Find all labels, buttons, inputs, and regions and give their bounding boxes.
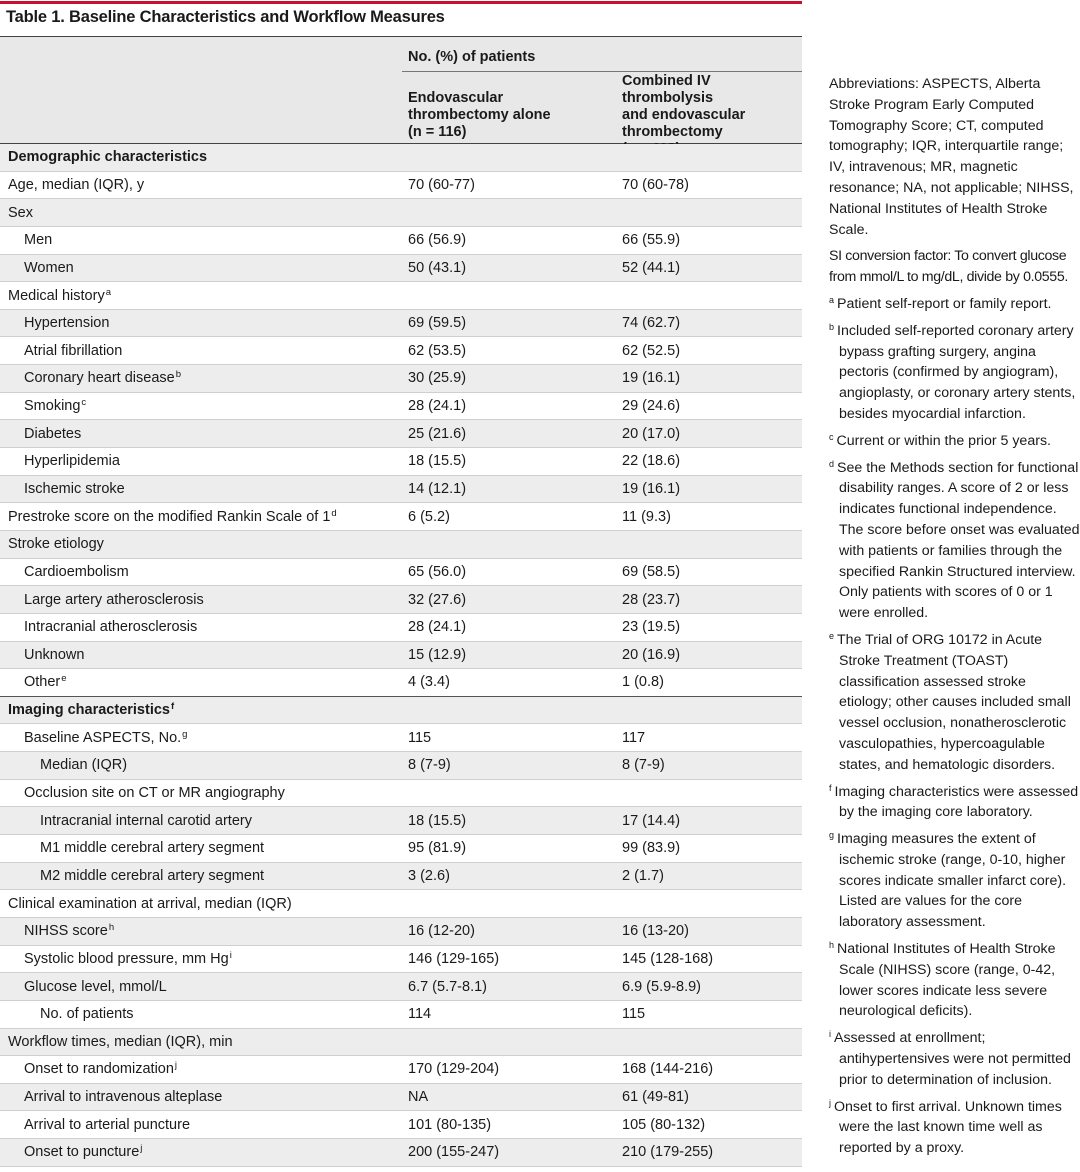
row-label-text: Age, median (IQR), y <box>8 176 145 193</box>
table-notes <box>829 74 1080 1165</box>
cell-endovascular: 95 (81.9) <box>408 840 467 857</box>
cell-combined: 19 (16.1) <box>622 481 681 497</box>
column-header-endovascular-line: Endovascular <box>408 90 504 106</box>
table-row <box>0 863 802 891</box>
footnote <box>829 1028 1080 1090</box>
row-label <box>24 730 187 746</box>
row-label <box>24 674 67 690</box>
table-row <box>0 199 802 227</box>
footnote-mark: g <box>829 830 835 841</box>
row-label-text: Arrival to arterial puncture <box>24 1116 191 1133</box>
cell-endovascular: 50 (43.1) <box>408 259 467 276</box>
footnote-marker: h <box>108 922 115 934</box>
row-label <box>24 1144 142 1160</box>
row-label-text: Men <box>24 232 53 249</box>
table-row <box>0 255 802 283</box>
cell-endovascular: 28 (24.1) <box>408 398 467 415</box>
cell-endovascular: 28 (24.1) <box>408 619 467 636</box>
row-label <box>8 702 174 718</box>
footnote-marker: i <box>229 949 232 961</box>
cell-combined: 6.9 (5.9-8.9) <box>622 978 701 995</box>
table-row <box>0 1084 802 1112</box>
row-label <box>24 398 86 414</box>
cell-endovascular: 18 (15.5) <box>408 812 467 829</box>
cell-combined: 29 (24.6) <box>622 398 681 415</box>
table-body <box>0 144 802 1167</box>
row-label <box>24 260 74 276</box>
footnote-marker: e <box>61 673 67 685</box>
cell-combined: 22 (18.6) <box>622 453 681 470</box>
row-label <box>8 177 144 193</box>
cell-combined: 115 <box>622 1006 646 1023</box>
row-label <box>40 813 252 829</box>
cell-endovascular: 146 (129-165) <box>408 950 500 967</box>
cell-endovascular: 69 (59.5) <box>408 315 467 332</box>
footnote-text: Current or within the prior 5 years. <box>836 432 1051 449</box>
row-label <box>24 979 167 995</box>
row-label-text: Stroke etiology <box>8 536 104 553</box>
cell-endovascular: 25 (21.6) <box>408 425 467 442</box>
cell-combined: 1 (0.8) <box>622 674 664 691</box>
row-label-text: Diabetes <box>24 425 82 442</box>
footnote-mark: i <box>829 1029 831 1040</box>
row-label <box>8 205 33 221</box>
cell-combined: 20 (17.0) <box>622 425 681 442</box>
row-label <box>24 1089 222 1105</box>
table-row <box>0 282 802 310</box>
cell-combined: 117 <box>622 729 646 746</box>
footnote-list <box>829 294 1080 1159</box>
cell-combined: 19 (16.1) <box>622 370 681 387</box>
row-label-text: No. of patients <box>40 1006 134 1023</box>
row-label <box>8 149 207 165</box>
row-label-text: Cardioembolism <box>24 563 129 580</box>
table-row <box>0 586 802 614</box>
cell-endovascular: 101 (80-135) <box>408 1116 492 1133</box>
footnote-text: National Institutes of Health Stroke Scale (NIHSS) score (range, 0-42, lower scores indicate less severe neurological deficits). <box>837 941 1056 1020</box>
cell-endovascular: 16 (12-20) <box>408 923 475 940</box>
table-row <box>0 1111 802 1139</box>
cell-combined: 210 (179-255) <box>622 1144 714 1161</box>
row-label-text: Clinical examination at arrival, median (IQR) <box>8 895 292 912</box>
footnote <box>829 630 1080 776</box>
table-row <box>0 1029 802 1057</box>
row-label <box>24 426 81 442</box>
table-row <box>0 531 802 559</box>
row-label-text: Hypertension <box>24 315 110 332</box>
table-row <box>0 918 802 946</box>
footnote-mark: b <box>829 321 835 332</box>
cell-endovascular: 65 (56.0) <box>408 563 467 580</box>
table-row <box>0 669 802 697</box>
footnote-marker: c <box>81 397 87 409</box>
cell-combined: 69 (58.5) <box>622 563 681 580</box>
table-row <box>0 752 802 780</box>
table-row <box>0 697 802 725</box>
footnote <box>829 1097 1080 1159</box>
table-row <box>0 835 802 863</box>
column-group-rule <box>402 71 802 72</box>
table-row <box>0 559 802 587</box>
row-label <box>24 951 232 967</box>
column-header-combined-line: and endovascular <box>622 107 746 123</box>
cell-combined: 61 (49-81) <box>622 1089 689 1106</box>
table-row <box>0 780 802 808</box>
row-label-text: Unknown <box>24 646 85 663</box>
cell-endovascular: 170 (129-204) <box>408 1061 500 1078</box>
row-label-text: Occlusion site on CT or MR angiography <box>24 785 285 802</box>
footnote <box>829 431 1080 452</box>
cell-combined: 52 (44.1) <box>622 259 681 276</box>
table-row <box>0 807 802 835</box>
cell-endovascular: 70 (60-77) <box>408 176 475 193</box>
row-label-text: Sex <box>8 204 33 221</box>
cell-combined: 23 (19.5) <box>622 619 681 636</box>
table-row <box>0 1139 802 1167</box>
table-row <box>0 503 802 531</box>
table-row <box>0 365 802 393</box>
footnote <box>829 782 1080 824</box>
row-label-text: Systolic blood pressure, mm Hg <box>24 950 229 967</box>
table-row <box>0 1001 802 1029</box>
row-label <box>24 1117 190 1133</box>
row-label-text: Arrival to intravenous alteplase <box>24 1089 223 1106</box>
row-label <box>24 619 197 635</box>
footnote-text: Assessed at enrollment; antihypertensives were not permitted prior to determination of inclusion. <box>834 1030 1071 1088</box>
table-row <box>0 172 802 200</box>
table-row <box>0 614 802 642</box>
footnote-mark: f <box>829 782 832 793</box>
cell-endovascular: 8 (7-9) <box>408 757 451 774</box>
row-label-text: Imaging characteristics <box>8 702 170 719</box>
row-label-text: Other <box>24 674 61 691</box>
row-label <box>40 757 127 773</box>
row-label <box>24 481 125 497</box>
cell-endovascular: 14 (12.1) <box>408 481 467 497</box>
footnote-mark: d <box>829 458 835 469</box>
row-label <box>24 315 109 331</box>
row-label <box>8 288 111 304</box>
cell-endovascular: 62 (53.5) <box>408 342 467 359</box>
footnote-mark: a <box>829 294 835 305</box>
abbreviations-note: Abbreviations: ASPECTS, Alberta Stroke Program Early Computed Tomography Score; CT, computed tomography; IQR, interquartile range; IV, intravenous; MR, magnetic resonance; NA, not applicable; NIHSS, National Institutes of Health Stroke Scale. <box>829 76 1074 238</box>
row-label <box>24 923 114 939</box>
row-label-text: Women <box>24 259 74 276</box>
row-label <box>40 868 264 884</box>
row-label-text: Onset to puncture <box>24 1144 140 1161</box>
table-title: Table 1. Baseline Characteristics and Workflow Measures <box>6 8 445 26</box>
row-label-text: Hyperlipidemia <box>24 453 120 470</box>
footnote-text: See the Methods section for functional disability ranges. A score of 2 or less indicates functional independence. The score before onset was evaluated with patients or families through the specified Rankin Structured interview. Only patients with scores of 0 or 1 were enrolled. <box>837 459 1080 622</box>
cell-combined: 70 (60-78) <box>622 176 689 193</box>
baseline-table <box>0 36 802 1167</box>
column-header-endovascular-line: (n = 116) <box>408 124 467 140</box>
row-label <box>8 509 337 525</box>
footnote-marker: d <box>331 507 337 519</box>
row-label <box>24 370 181 386</box>
row-label-text: Intracranial atherosclerosis <box>24 619 198 636</box>
row-label-text: Coronary heart disease <box>24 370 175 387</box>
cell-endovascular: 30 (25.9) <box>408 370 467 387</box>
cell-combined: 16 (13-20) <box>622 923 689 940</box>
cell-combined: 105 (80-132) <box>622 1116 706 1133</box>
footnote-marker: b <box>175 369 182 381</box>
footnote-mark: c <box>829 431 834 442</box>
row-label <box>24 592 204 608</box>
cell-combined: 62 (52.5) <box>622 342 681 359</box>
title-accent-rule <box>0 1 802 4</box>
cell-combined: 8 (7-9) <box>622 757 665 774</box>
row-label-text: M2 middle cerebral artery segment <box>40 867 265 884</box>
si-conversion-note: SI conversion factor: To convert glucose from mmol/L to mg/dL, divide by 0.0555. <box>829 248 1068 286</box>
table-row <box>0 448 802 476</box>
footnote-text: Patient self-report or family report. <box>837 295 1052 312</box>
table-row <box>0 973 802 1001</box>
cell-endovascular: 3 (2.6) <box>408 867 450 884</box>
cell-combined: 2 (1.7) <box>622 867 664 884</box>
column-header-combined-line: Combined IV thrombolysis <box>622 73 714 106</box>
row-label-text: Prestroke score on the modified Rankin Scale of 1 <box>8 508 331 525</box>
footnote-text: Imaging characteristics were assessed by the imaging core laboratory. <box>834 783 1079 821</box>
table-row <box>0 946 802 974</box>
row-label-text: M1 middle cerebral artery segment <box>40 840 265 857</box>
row-label <box>8 896 292 912</box>
cell-endovascular: 32 (27.6) <box>408 591 467 608</box>
table-row <box>0 890 802 918</box>
cell-combined: 11 (9.3) <box>622 508 671 525</box>
table-row <box>0 393 802 421</box>
cell-combined: 168 (144-216) <box>622 1061 714 1078</box>
row-label <box>24 232 52 248</box>
table-row <box>0 642 802 670</box>
cell-endovascular: NA <box>408 1089 429 1106</box>
table-row <box>0 227 802 255</box>
footnote-text: Imaging measures the extent of ischemic stroke (range, 0-10, higher scores indicate smaller infarct core). Listed are values for the core laboratory assessment. <box>837 831 1067 931</box>
table-row <box>0 144 802 172</box>
table-row <box>0 724 802 752</box>
table-row <box>0 1056 802 1084</box>
row-label-text: Medical history <box>8 287 105 304</box>
footnote-marker: g <box>182 728 188 740</box>
footnote-text: Onset to first arrival. Unknown times were the last known time well as reported by a proxy. <box>834 1098 1062 1157</box>
cell-combined: 17 (14.4) <box>622 812 681 829</box>
footnote-marker: j <box>140 1143 143 1155</box>
footnote-text: Included self-reported coronary artery bypass grafting surgery, angina pectoris (confirmed by angiogram), angioplasty, or coronary artery stents, besides myocardial infarction. <box>837 322 1076 422</box>
table-row <box>0 310 802 338</box>
row-label-text: Ischemic stroke <box>24 481 125 497</box>
footnote <box>829 458 1080 624</box>
column-group-header: No. (%) of patients <box>408 49 536 65</box>
cell-endovascular: 15 (12.9) <box>408 646 467 663</box>
row-label <box>8 1034 233 1050</box>
footnote <box>829 939 1080 1022</box>
footnote <box>829 294 1080 315</box>
row-label-text: Smoking <box>24 398 81 415</box>
table-header <box>0 36 802 144</box>
column-header-endovascular-line: thrombectomy alone <box>408 107 551 123</box>
footnote-mark: h <box>829 940 835 951</box>
cell-endovascular: 66 (56.9) <box>408 232 467 249</box>
cell-endovascular: 6 (5.2) <box>408 508 450 525</box>
row-label-text: Large artery atherosclerosis <box>24 591 204 608</box>
row-label-text: Atrial fibrillation <box>24 342 123 359</box>
row-label <box>24 1061 177 1077</box>
row-label <box>24 564 129 580</box>
cell-endovascular: 200 (155-247) <box>408 1144 500 1161</box>
row-label <box>40 1006 134 1022</box>
cell-combined: 145 (128-168) <box>622 950 714 967</box>
footnote-mark: e <box>829 630 835 641</box>
cell-combined: 66 (55.9) <box>622 232 681 249</box>
cell-combined: 99 (83.9) <box>622 840 681 857</box>
row-label-text: NIHSS score <box>24 923 108 940</box>
row-label-text: Onset to randomization <box>24 1061 174 1078</box>
cell-combined: 20 (16.9) <box>622 646 681 663</box>
table-row <box>0 476 802 504</box>
row-label <box>40 840 264 856</box>
footnote-mark: j <box>829 1097 831 1108</box>
table-row <box>0 337 802 365</box>
cell-endovascular: 4 (3.4) <box>408 674 450 691</box>
cell-endovascular: 115 <box>408 729 432 746</box>
row-label-text: Glucose level, mmol/L <box>24 978 167 995</box>
row-label <box>24 343 122 359</box>
cell-combined: 74 (62.7) <box>622 315 681 332</box>
row-label <box>24 453 120 469</box>
row-label <box>24 785 285 801</box>
footnote <box>829 829 1080 933</box>
row-label-text: Median (IQR) <box>40 757 128 774</box>
footnote <box>829 321 1080 425</box>
row-label-text: Baseline ASPECTS, No. <box>24 729 182 746</box>
footnote-marker: f <box>171 701 175 713</box>
cell-endovascular: 6.7 (5.7-8.1) <box>408 978 487 995</box>
footnote-marker: j <box>174 1060 178 1072</box>
cell-endovascular: 114 <box>408 1006 432 1023</box>
footnote-marker: a <box>105 286 111 298</box>
table-row <box>0 420 802 448</box>
row-label-text: Intracranial internal carotid artery <box>40 812 252 829</box>
column-header-endovascular <box>408 90 551 141</box>
cell-endovascular: 18 (15.5) <box>408 453 467 470</box>
row-label-text: Workflow times, median (IQR), min <box>8 1033 233 1050</box>
column-header-combined-line: thrombectomy <box>622 124 723 140</box>
row-label <box>8 536 104 552</box>
row-label-text: Demographic characteristics <box>8 149 208 166</box>
row-label <box>24 647 84 663</box>
footnote-text: The Trial of ORG 10172 in Acute Stroke Treatment (TOAST) classification assessed stroke etiology; other causes included small vessel occlusion, nonatherosclerotic vasculopathies, hypercoagulable states, and hematologic disorders. <box>837 631 1071 773</box>
cell-combined: 28 (23.7) <box>622 591 681 608</box>
